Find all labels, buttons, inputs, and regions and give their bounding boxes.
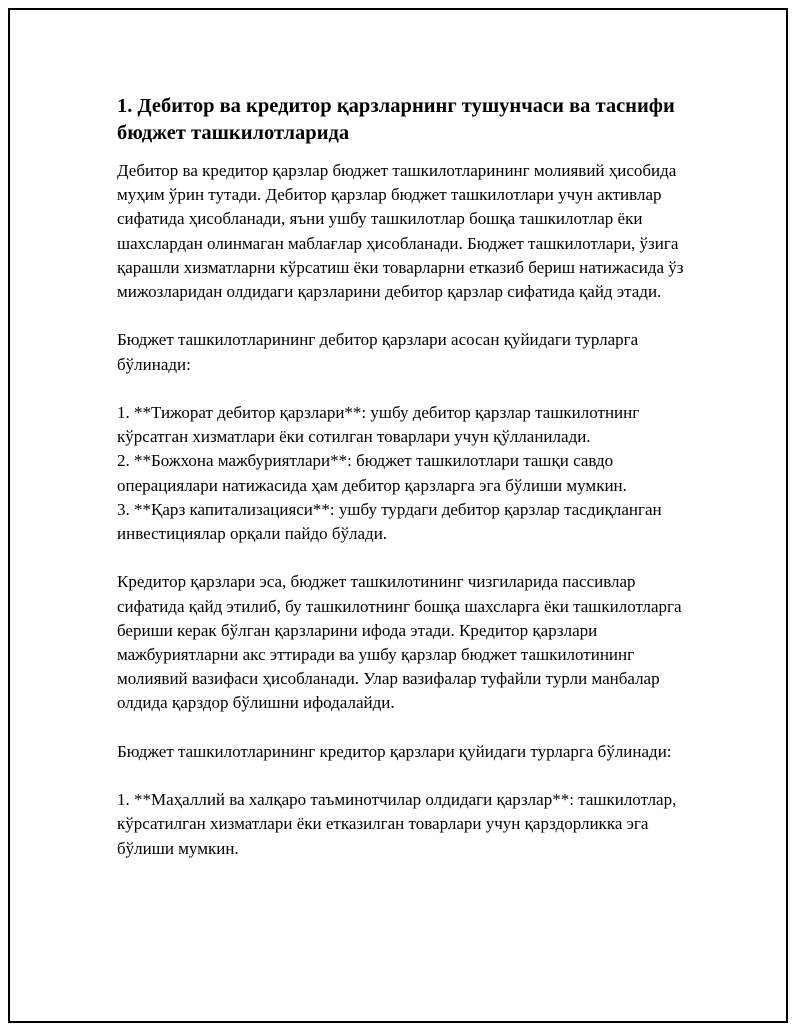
- debtor-list-item: 1. **Тижорат дебитор қарзлари**: ушбу дебитор қарзлар ташкилотнинг кўрсатган хизматлари ёки сотилган товарлари учун қўлланилади.: [117, 403, 640, 447]
- paragraph-creditor-types: Бюджет ташкилотларининг кредитор қарзлари қуйидаги турларга бўлинади:: [117, 741, 672, 761]
- debtor-list-item: 3. **Қарз капитализацияси**: ушбу турдаги дебитор қарзлар тасдиқланган инвестициялар орқали пайдо бўлади.: [117, 499, 662, 544]
- debtor-list-item: 2. **Божхона мажбуриятлари**: бюджет ташкилотлари ташқи савдо операциялари натижасида ҳам дебитор қарзларга эга бўлиши мумкин.: [117, 451, 627, 495]
- section-title: 1. Дебитор ва кредитор қарзларнинг тушунчаси ва таснифи бюджет ташкилотларида: [117, 95, 675, 144]
- creditor-list-item: 1. **Маҳаллий ва халқаро таъминотчилар олдидаги қарзлар**: ташкилотлар, кўрсатилган хизматлари ёки етказилган товарлари учун қарздорликка эга бўлиши мумкин.: [117, 790, 677, 858]
- paragraph-creditor-intro: Кредитор қарзлари эса, бюджет ташкилотининг чизгиларида пассивлар сифатида қайд этилиб, бу ташкилотнинг бошқа шахсларга ёки ташкилотларга бериши керак бўлган қарзларини ифода этади. Кредитор қарзлари мажбуриятларни акс эттиради ва ушбу қарзлар бюджет ташкилотининг молиявий вазифаси ҳисобланади. Улар вазифалар туфайли турли манбалар олдида қарздор бўлишни ифодалайди.: [117, 572, 682, 713]
- paragraph-debtor-types: Бюджет ташкилотларининг дебитор қарзлари асосан қуйидаги турларга бўлинади:: [117, 330, 639, 374]
- document-body: [117, 93, 702, 861]
- paragraph-debtor-intro: Дебитор ва кредитор қарзлар бюджет ташкилотларининг молиявий ҳисобида муҳим ўрин тутади. Дебитор қарзлар бюджет ташкилотлари учун активлар сифатида ҳисобланади, яъни ушбу ташкилотлар бошқа ташкилотлар ёки шахслардан олинмаган маблағлар ҳисобланади. Бюджет ташкилотлари, ўзига қарашли хизматларни кўрсатиш ёки товарларни етказиб бериш натижасида ўз мижозларидан олдидаги қарзларини дебитор қарзлар сифатида қайд этади.: [117, 161, 684, 302]
